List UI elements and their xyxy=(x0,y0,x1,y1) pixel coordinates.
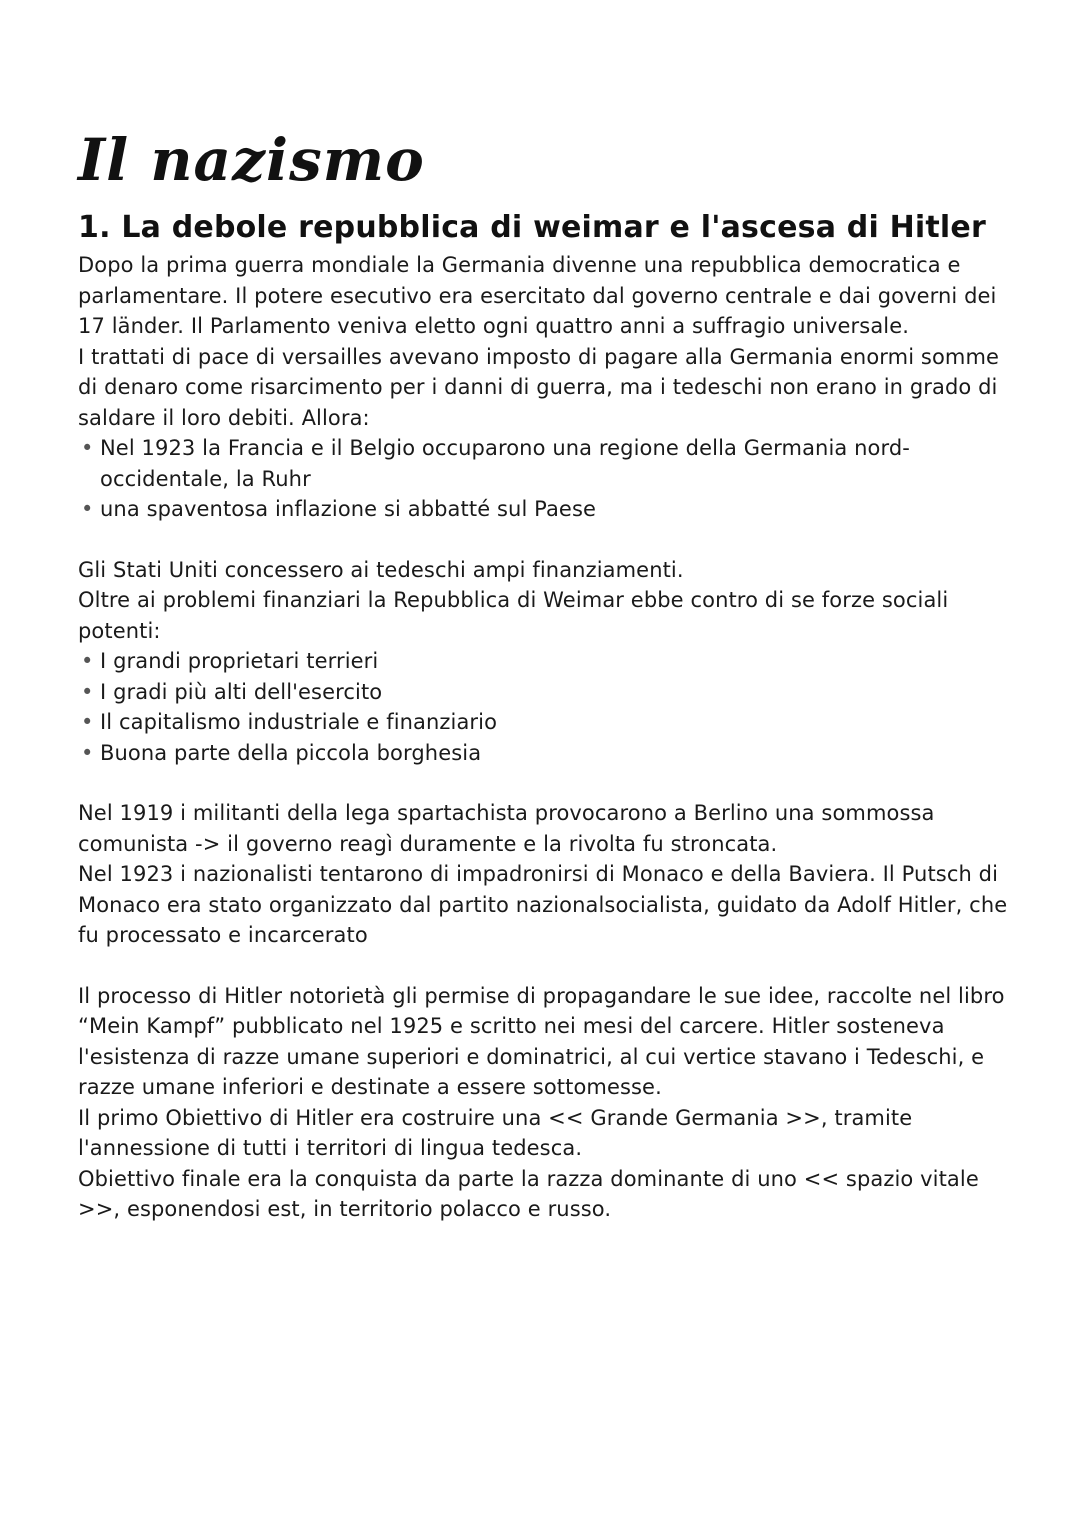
paragraph-block-1 xyxy=(78,250,1020,525)
bullet-list xyxy=(78,433,1020,525)
paragraph: Dopo la prima guerra mondiale la Germania divenne una repubblica democratica e parlamentare. Il potere esecutivo era esercitato dal governo centrale e dai governi dei 17 länder. Il Parlamento veniva eletto ogni quattro anni a suffragio universale. xyxy=(78,253,997,338)
paragraph: Nel 1923 i nazionalisti tentarono di impadronirsi di Monaco e della Baviera. Il Putsch di Monaco era stato organizzato dal partito nazionalsocialista, guidato da Adolf Hitler, che fu processato e incarcerato xyxy=(78,862,1008,947)
paragraph: Il primo Obiettivo di Hitler era costruire una << Grande Germania >>, tramite l'annessione di tutti i territori di lingua tedesca. xyxy=(78,1105,913,1160)
bullet-text: I gradi più alti dell'esercito xyxy=(100,679,383,704)
paragraph: Oltre ai problemi finanziari la Repubblica di Weimar ebbe contro di se forze sociali potenti: xyxy=(78,588,949,643)
bullet-item xyxy=(78,433,1020,494)
bullet-icon: • xyxy=(81,679,94,704)
bullet-item xyxy=(78,677,1020,708)
bullet-item xyxy=(78,707,1020,738)
paragraph-block-2 xyxy=(78,555,1020,769)
bullet-text: I grandi proprietari terrieri xyxy=(100,649,379,673)
bullet-icon: • xyxy=(81,497,94,521)
paragraph: I trattati di pace di versailles avevano imposto di pagare alla Germania enormi somme di denaro come risarcimento per i danni di guerra, ma i tedeschi non erano in grado di saldare il loro debiti. Allora: xyxy=(78,344,1000,430)
paragraph: Obiettivo finale era la conquista da parte la razza dominante di uno << spazio vitale >>, esponendosi est, in territorio polacco e russo. xyxy=(78,1166,979,1221)
bullet-item xyxy=(78,494,1020,525)
paragraph-block-4 xyxy=(78,981,1020,1225)
bullet-text: Buona parte della piccola borghesia xyxy=(100,740,482,765)
bullet-text: Nel 1923 la Francia e il Belgio occuparono una regione della Germania nord-occidentale, la Ruhr xyxy=(100,436,910,491)
paragraph-block-3 xyxy=(78,798,1020,951)
bullet-item xyxy=(78,646,1020,677)
paragraph: Il processo di Hitler notorietà gli permise di propagandare le sue idee, raccolte nel libro “Mein Kampf” pubblicato nel 1925 e scritto nei mesi del carcere. Hitler sosteneva l'esistenza di razze umane superiori e dominatrici, al cui vertice stavano i Tedeschi, e razze umane inferiori e destinate a essere sottomesse. xyxy=(78,983,1005,1099)
bullet-icon: • xyxy=(81,649,94,673)
bullet-text: una spaventosa inflazione si abbatté sul Paese xyxy=(100,497,597,521)
page-title: Il nazismo xyxy=(78,126,425,194)
bullet-icon: • xyxy=(81,740,94,765)
bullet-list xyxy=(78,646,1020,768)
section-heading: 1. La debole repubblica di weimar e l'ascesa di Hitler xyxy=(78,210,986,245)
bullet-text: Il capitalismo industriale e finanziario xyxy=(100,710,498,734)
paragraph: Nel 1919 i militanti della lega spartachista provocarono a Berlino una sommossa comunista -> il governo reagì duramente e la rivolta fu stroncata. xyxy=(78,801,935,856)
paragraph: Gli Stati Uniti concessero ai tedeschi ampi finanziamenti. xyxy=(78,557,684,582)
bullet-icon: • xyxy=(81,436,94,460)
bullet-icon: • xyxy=(81,710,94,734)
bullet-item xyxy=(78,738,1020,769)
